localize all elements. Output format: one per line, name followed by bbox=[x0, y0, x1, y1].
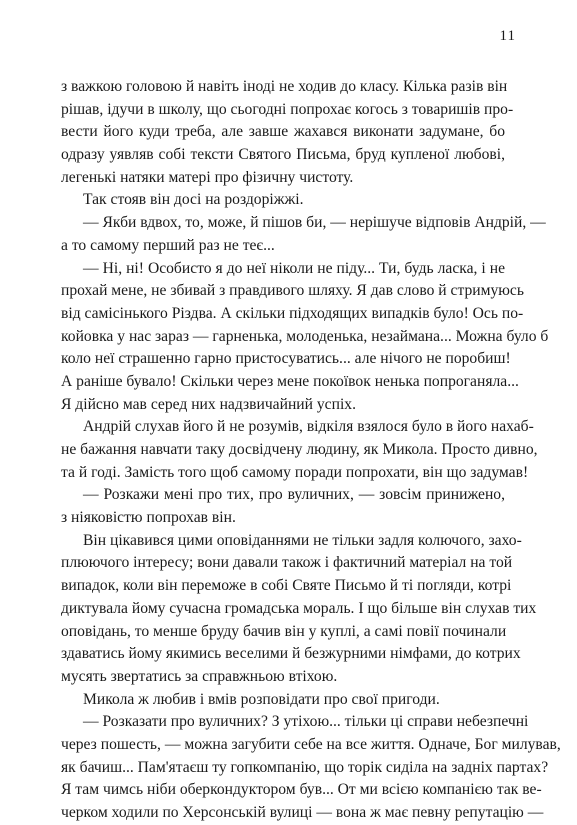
text-line: від самісінького Різдва. А скільки підходящих випадків було! Ось по- bbox=[61, 304, 524, 322]
text-line: прохай мене, не збивай з правдивого шляху. Я дав слово й стримуюсь bbox=[61, 282, 524, 300]
text-line: — Ні, ні! Особисто я до неї ніколи не піду... Ти, будь ласка, і не bbox=[83, 259, 505, 277]
text-line: — Якби вдвох, то, може, й пішов би, — нерішуче відповів Андрій, — bbox=[83, 214, 546, 232]
text-line: не бажання навчати таку досвідчену людину, як Микола. Просто дивно, bbox=[61, 441, 538, 458]
text-line: Микола ж любив і вмів розповідати про свої пригоди. bbox=[83, 690, 440, 708]
text-line: з важкою головою й навіть іноді не ходив до класу. Кілька разів він bbox=[61, 78, 508, 95]
body-text bbox=[61, 76, 561, 825]
text-line: мусять звертатись за справжньою втіхою. bbox=[61, 667, 338, 685]
text-line: оповідань, то менше бруду бачив він у куплі, а самі повії починали bbox=[61, 622, 507, 640]
text-line: через пошесть, — можна загубити себе на все життя. Одначе, Бог милував, bbox=[61, 735, 561, 753]
text-line: одразу уявляв собі тексти Святого Письма, бруд купленої любові, bbox=[61, 146, 505, 164]
text-line: коло неї страшенно гарно пристосуватись... але нічого не поробиш! bbox=[61, 350, 511, 368]
page-number: 11 bbox=[499, 28, 516, 44]
text-line: випадок, коли він переможе в собі Святе Письмо й ті погляди, котрі bbox=[61, 577, 512, 595]
text-line: Так стояв він досі на роздоріжжі. bbox=[83, 191, 304, 209]
text-line: черком ходили по Херсонській вулиці — вона ж має певну репутацію — bbox=[61, 804, 544, 821]
text-line: здаватись йому якимись веселими й безжурними німфами, до котрих bbox=[61, 645, 521, 663]
text-line: а то самому перший раз не теє... bbox=[61, 236, 275, 254]
text-line: легенькі натяки матері про фізичну чистоту. bbox=[61, 168, 354, 186]
text-line: вести його куди треба, але завше жахався виконати задумане, бо bbox=[61, 123, 505, 141]
text-line: плюючого інтересу; вони давали також і фактичний матеріал на той bbox=[61, 554, 513, 572]
text-line: Він цікавився цими оповіданнями не тільки задля колючого, захо- bbox=[83, 531, 522, 549]
text-line: койовка у нас зараз — гарненька, молоденька, незаймана... Можна було б bbox=[61, 327, 549, 345]
text-line: рішав, ідучи в школу, що сьогодні попрохає когось з товаришів про- bbox=[61, 100, 514, 118]
text-line: як бачиш... Пам'ятаєш ту гопкомпанію, що торік сиділа на задніх партах? bbox=[61, 758, 549, 776]
text-line: Андрій слухав його й не розумів, відкіля взялося було в його нахаб- bbox=[83, 418, 534, 436]
text-line: — Розказати про вуличних? З утіхою... тільки ці справи небезпечні bbox=[83, 713, 529, 731]
text-line: А раніше бувало! Скільки через мене покоївок ненька попроганяла... bbox=[61, 372, 519, 390]
text-line: — Розкажи мені про тих, про вуличних, — зовсім принижено, bbox=[83, 486, 505, 504]
text-line: диктувала йому сучасна громадська мораль. І що більше він слухав тих bbox=[61, 599, 537, 617]
text-line: Я там чимсь ніби оберкондуктором був... От ми всією компанією так ве- bbox=[61, 781, 542, 799]
text-line: Я дійсно мав серед них надзвичайний успіх. bbox=[61, 395, 356, 413]
text-line: з ніяковістю попрохав він. bbox=[61, 509, 236, 527]
text-line: та й годі. Замість того щоб самому поради попрохати, він що задумав! bbox=[61, 463, 529, 481]
